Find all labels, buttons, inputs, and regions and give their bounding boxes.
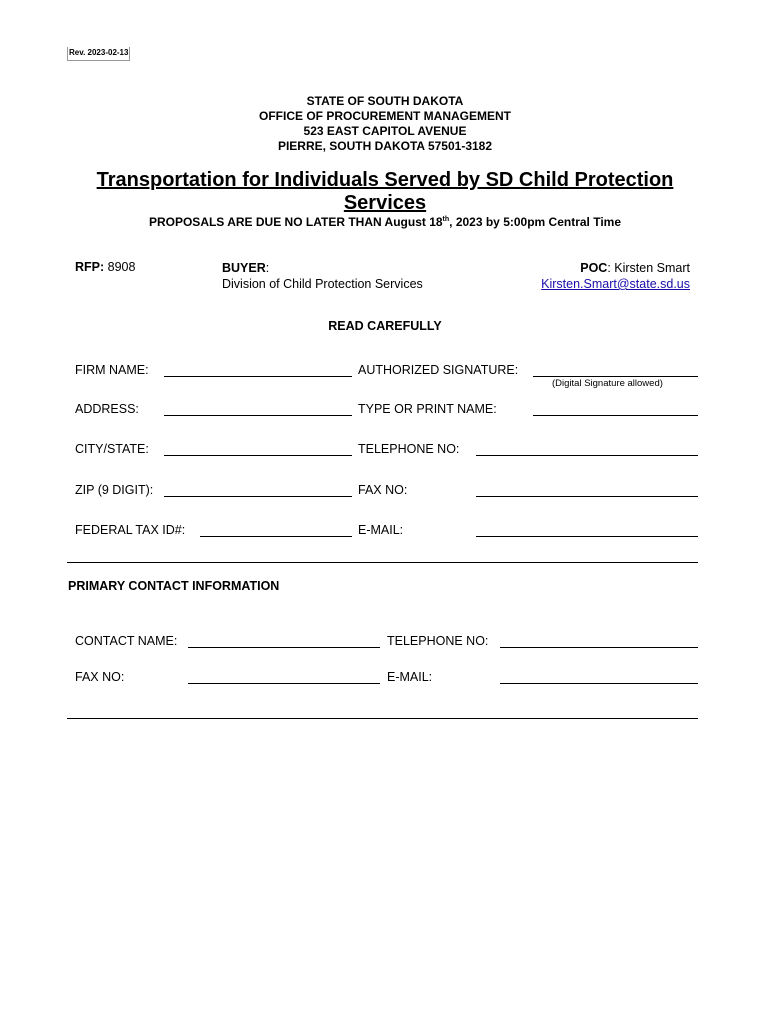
authorized-signature-field[interactable] (533, 376, 698, 377)
email-field[interactable] (476, 536, 698, 537)
document-title (0, 169, 770, 215)
due-suffix: , 2023 by 5:00pm Central Time (449, 215, 622, 229)
header-line-office: OFFICE OF PROCUREMENT MANAGEMENT (259, 109, 511, 123)
type-or-print-name-label: TYPE OR PRINT NAME: (358, 402, 497, 416)
type-or-print-name-field[interactable] (533, 415, 698, 416)
due-prefix: PROPOSALS ARE DUE NO LATER THAN August 18 (148, 215, 443, 229)
authorized-signature-label: AUTHORIZED SIGNATURE: (358, 363, 519, 377)
revision-label: Rev. 2023-02-13 (67, 47, 130, 61)
rfp-value: 8908 (107, 260, 136, 274)
contact-fax-field[interactable] (188, 683, 380, 684)
fax-label: FAX NO: (358, 483, 408, 497)
section-divider (67, 562, 698, 563)
read-carefully-heading: READ CAREFULLY (328, 319, 442, 333)
header-line-city: PIERRE, SOUTH DAKOTA 57501-3182 (277, 139, 493, 153)
telephone-label: TELEPHONE NO: (358, 442, 460, 456)
contact-fax-label: FAX NO: (75, 670, 125, 684)
contact-name-field[interactable] (188, 647, 380, 648)
address-label: ADDRESS: (75, 402, 139, 416)
poc-value: : Kirsten Smart (607, 261, 690, 275)
contact-telephone-field[interactable] (500, 647, 698, 648)
zip-field[interactable] (164, 496, 352, 497)
due-date-notice (0, 215, 770, 229)
digital-signature-note: (Digital Signature allowed) (552, 378, 663, 389)
poc-label: POC (580, 261, 608, 275)
address-field[interactable] (164, 415, 352, 416)
agency-header (0, 94, 770, 154)
due-sup: th (442, 216, 450, 223)
rfp-label: RFP: (75, 260, 105, 274)
header-line-state: STATE OF SOUTH DAKOTA (306, 94, 464, 108)
fax-field[interactable] (476, 496, 698, 497)
contact-email-field[interactable] (500, 683, 698, 684)
federal-tax-id-label: FEDERAL TAX ID#: (75, 523, 186, 537)
contact-name-label: CONTACT NAME: (75, 634, 178, 648)
contact-email-label: E-MAIL: (387, 670, 433, 684)
city-state-field[interactable] (164, 455, 352, 456)
bottom-divider (67, 718, 698, 719)
title-line-1: Transportation for Individuals Served by SD Child Protection (96, 169, 674, 191)
buyer-colon: : (265, 261, 270, 275)
title-line-2: Services (343, 192, 427, 214)
telephone-field[interactable] (476, 455, 698, 456)
firm-name-label: FIRM NAME: (75, 363, 149, 377)
city-state-label: CITY/STATE: (75, 442, 149, 456)
buyer-block (222, 260, 423, 292)
primary-contact-heading: PRIMARY CONTACT INFORMATION (68, 579, 280, 593)
firm-name-field[interactable] (164, 376, 352, 377)
poc-block (541, 260, 690, 292)
buyer-value: Division of Child Protection Services (222, 277, 423, 291)
zip-label: ZIP (9 DIGIT): (75, 483, 154, 497)
email-label: E-MAIL: (358, 523, 404, 537)
federal-tax-id-field[interactable] (200, 536, 352, 537)
buyer-label: BUYER (222, 261, 266, 275)
contact-telephone-label: TELEPHONE NO: (387, 634, 489, 648)
rfp-number (75, 260, 135, 274)
header-line-street: 523 EAST CAPITOL AVENUE (303, 124, 467, 138)
poc-email-link[interactable]: Kirsten.Smart@state.sd.us (541, 277, 690, 291)
